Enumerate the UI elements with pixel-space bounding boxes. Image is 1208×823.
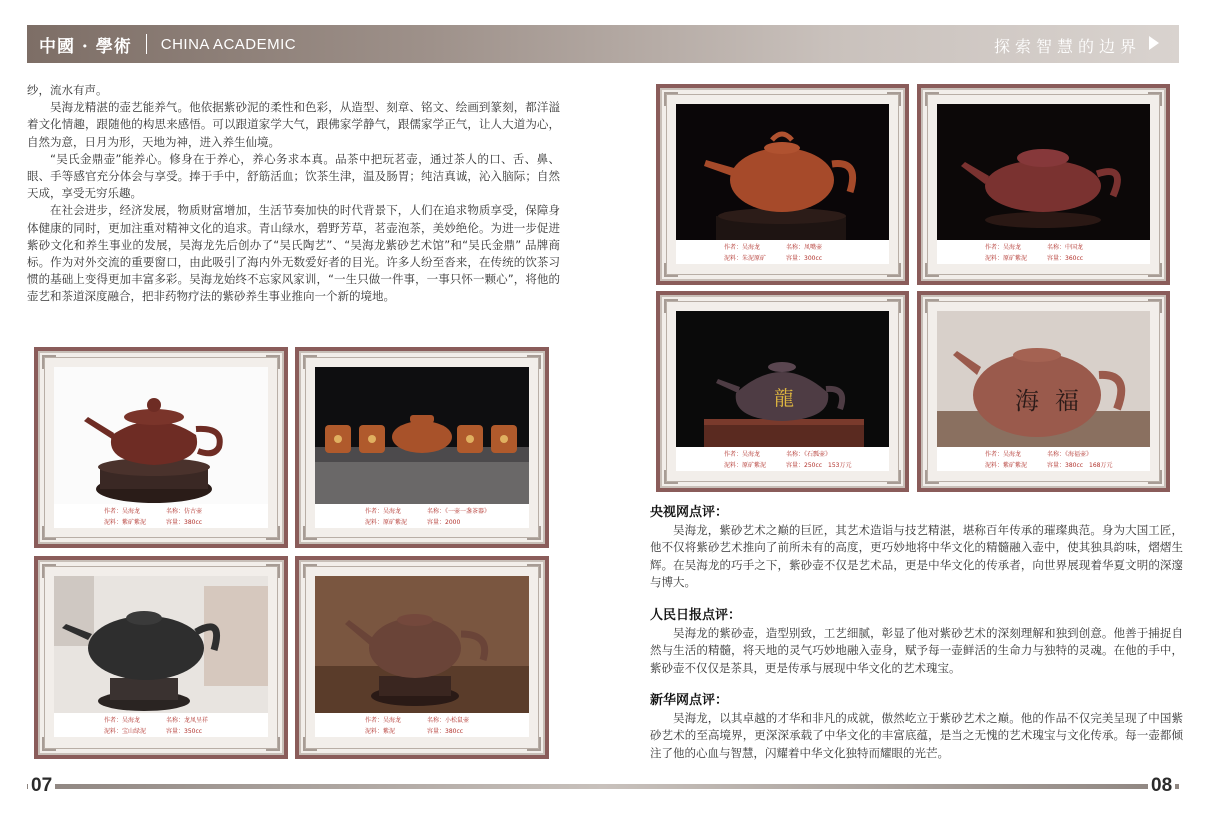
- article-paragraph: “吴氏金鼎壶”能养心。修身在于养心，养心务求本真。品茶中把玩茗壶，通过茶人的口、舌、鼻、眼、手等感官充分体会与享受。捧于手中，舒筋活血；饮茶生津，温及肠胃；纯洁真诚，沁入脑际；自然天成，享受无穷乐趣。: [27, 151, 560, 201]
- product-caption: 作者：吴海龙 名称：中国龙 泥料：原矿紫泥 容量：360cc: [937, 240, 1150, 264]
- teapot-photo: [937, 104, 1150, 240]
- svg-text:海: 海: [1015, 387, 1039, 415]
- brand-title-chinese: 中國 · 學術: [39, 36, 132, 57]
- teapot-photo-frame: [917, 84, 1170, 285]
- product-caption: 作者：吴海龙 名称：《海福壶》 泥料：紫矿紫泥 容量：380cc 168万元: [937, 447, 1150, 471]
- teapot-photo-frame: [34, 347, 288, 548]
- header-slogan: 探索智慧的边界: [993, 37, 1141, 56]
- svg-text:龍: 龍: [774, 386, 794, 410]
- page-number-right: 08: [1148, 775, 1175, 797]
- product-caption: 作者：吴海龙 名称：龙凤呈祥 泥料：宝山绿泥 容量：350cc: [54, 713, 268, 737]
- play-arrow-icon: [1149, 36, 1159, 50]
- article-paragraph: 在社会进步，经济发展，物质财富增加，生活节奏加快的时代背景下，人们在追求物质享受，保障身体健康的同时，更加注重对精神文化的追求。青山绿水，碧野芳草，茗壶泡茶，美妙绝伦。为进一步促进紫砂文化和养生事业的发展，吴海龙先后创办了“吴氏陶艺”、“吴海龙紫砂艺术馆”和“吴氏金鼎” 品牌商标。作为对外交流的重要窗口，由此吸引了海内外无数爱好者的目光。许多人纷至沓来，在传统的饮茶习惯的基础上变得更加丰富多彩。吴海龙始终不忘家风家训，“一生只做一件事，一事只怀一颗心”，将他的壶艺和茶道深度融合，把非药物疗法的紫砂养生事业推向一个新的境地。: [27, 203, 560, 304]
- teapot-photo: [676, 104, 889, 240]
- brand-divider: [146, 34, 147, 54]
- page-number-left: 07: [28, 775, 55, 797]
- product-caption: 作者：吴海龙 名称：凤嘴壶 泥料：朱泥原矿 容量：300cc: [676, 240, 889, 264]
- teapot-photo-frame: [917, 291, 1170, 492]
- teapot-photo: [54, 576, 268, 713]
- brand-title-english: CHINA ACADEMIC: [160, 35, 297, 53]
- review-title: 新华网点评：: [650, 693, 729, 708]
- teapot-photo: [315, 576, 529, 713]
- article-body: [27, 82, 560, 306]
- tea-set-photo: [315, 367, 529, 504]
- page-header: [27, 25, 1179, 63]
- teapot-photo-frame: [656, 291, 909, 492]
- review-title: 央视网点评：: [650, 505, 729, 520]
- product-caption: 作者：吴海龙 名称：小松鼠壶 泥料：紫泥 容量：380cc: [315, 713, 529, 737]
- review-body: 吴海龙，以其卓越的才华和非凡的成就，傲然屹立于紫砂艺术之巅。他的作品不仅完美呈现了中国紫砂艺术的至高境界，更深深承载了中华文化的丰富底蕴，是当之无愧的艺术瑰宝与文化传承。每一壶都倾注了他的心血与智慧，闪耀着中华文化独特而耀眼的光芒。: [650, 711, 1183, 760]
- review-xinhua: [650, 692, 1183, 762]
- review-body: 吴海龙，紫砂艺术之巅的巨匠，其艺术造诣与技艺精湛，堪称百年传承的璀璨典范。身为大国工匠，他不仅将紫砂艺术推向了前所未有的高度，更巧妙地将中华文化的精髓融入壶中，使其独具韵味，熠熠生辉。在吴海龙的巧手之下，紫砂壶不仅是艺术品，更是中华文化的传承者，向世界展现着华夏文明的深邃与博大。: [650, 523, 1183, 589]
- product-caption: 作者：吴海龙 名称：《一壶一盏茶器》 泥料：原矿紫泥 容量：2000: [315, 504, 529, 528]
- teapot-photo: [676, 311, 889, 447]
- svg-text:福: 福: [1055, 387, 1079, 415]
- teapot-photo-frame: [656, 84, 909, 285]
- product-caption: 作者：吴海龙 名称：《石瓢壶》 泥料：原矿紫泥 容量：250cc 153万元: [676, 447, 889, 471]
- review-cctv: [650, 504, 1183, 591]
- review-title: 人民日报点评：: [650, 608, 742, 623]
- footer-divider: [27, 784, 1179, 789]
- review-body: 吴海龙的紫砂壶，造型别致，工艺细腻，彰显了他对紫砂艺术的深刻理解和独到创意。他善于捕捉自然与生活的精髓，将天地的灵气巧妙地融入壶身，赋予每一壶鲜活的生命力与独特的灵魂。在他的手中，紫砂壶不仅仅是茶具，更是传承与展现中华文化的艺术瑰宝。: [650, 626, 1183, 675]
- article-paragraph: 吴海龙精湛的壶艺能养气。他依据紫砂泥的柔性和色彩，从造型、刻章、铭文、绘画到篆刻，都洋溢着文化情趣，跟随他的构思来感悟。可以跟道家学大气，跟佛家学静气，跟儒家学正气，让人大道为心，自然为意，日月为形，天地为神，进入养生仙境。: [27, 100, 560, 149]
- review-peoples-daily: [650, 607, 1183, 677]
- teapot-photo: [937, 311, 1150, 447]
- teapot-photo-frame: [295, 556, 549, 759]
- teapot-photo-frame: [295, 347, 549, 548]
- teapot-photo-frame: [34, 556, 288, 759]
- article-paragraph: 纱，流水有声。: [27, 83, 108, 97]
- teapot-photo: [54, 367, 268, 504]
- product-caption: 作者：吴海龙 名称：仿古壶 泥料：紫矿紫泥 容量：380cc: [54, 504, 268, 528]
